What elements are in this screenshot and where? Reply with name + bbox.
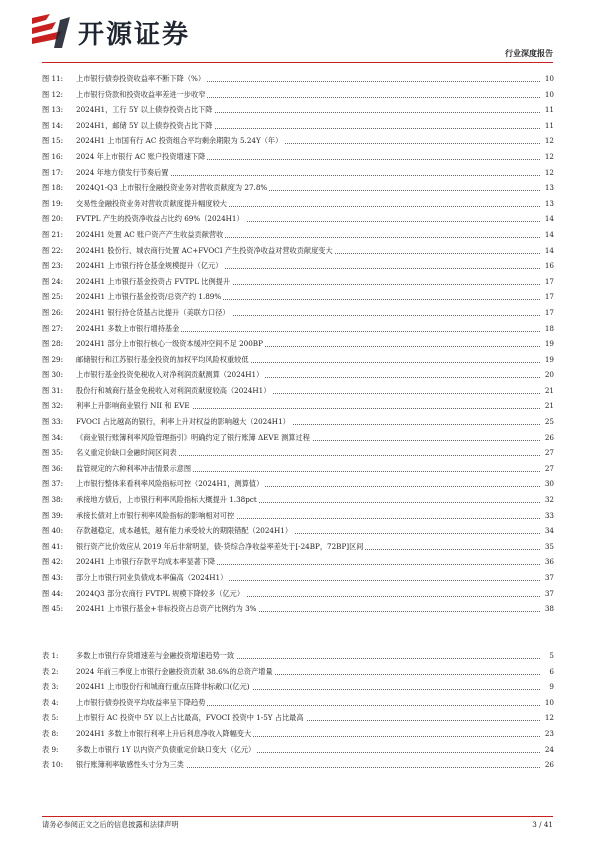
entry-page: 13	[540, 196, 554, 212]
entry-label: 表 3:	[42, 682, 59, 692]
entry-title: 上市银行债券投资平均收益率呈下降趋势	[76, 695, 207, 711]
entry-page: 10	[540, 695, 554, 711]
figure-toc-entry[interactable]	[42, 71, 554, 87]
table-toc-entry[interactable]	[42, 710, 554, 726]
logo-mark-icon	[30, 14, 74, 50]
figure-toc-entry[interactable]	[42, 383, 554, 399]
entry-title: 名义重定价缺口金融时间区间表	[76, 445, 179, 461]
entry-label: 图 22:	[42, 245, 64, 255]
figure-toc-entry[interactable]	[42, 289, 554, 305]
entry-label: 图 18:	[42, 183, 64, 193]
entry-page: 24	[540, 742, 554, 758]
figure-toc-entry[interactable]	[42, 461, 554, 477]
entry-page: 34	[540, 523, 554, 539]
entry-page: 6	[540, 664, 554, 680]
entry-label: 图 15:	[42, 136, 64, 146]
entry-page: 23	[540, 726, 554, 742]
entry-page: 17	[540, 305, 554, 321]
figure-toc-entry[interactable]	[42, 352, 554, 368]
entry-title: 2024H1 上市银行基金投资占 FVTPL 比例提升	[76, 274, 232, 290]
entry-title: 2024H1 上市银行持仓基金规模提升（亿元）	[76, 258, 224, 274]
table-toc-entry[interactable]	[42, 695, 554, 711]
entry-label: 图 40:	[42, 526, 64, 536]
figure-toc-entry[interactable]	[42, 227, 554, 243]
entry-label: 图 17:	[42, 167, 64, 177]
entry-page: 26	[540, 430, 554, 446]
entry-page: 5	[540, 648, 554, 664]
entry-label: 表 10:	[42, 760, 64, 770]
figure-toc-entry[interactable]	[42, 508, 554, 524]
entry-page: 12	[540, 133, 554, 149]
entry-page: 20	[540, 367, 554, 383]
entry-title: 2024H1，邮储 5Y 以上债券投资占比下降	[76, 118, 214, 134]
figure-toc-entry[interactable]	[42, 87, 554, 103]
entry-title: 承接地方债后，上市银行利率风险指标大概提升 1.38pct	[76, 492, 259, 508]
entry-page: 32	[540, 492, 554, 508]
figure-toc-entry[interactable]	[42, 305, 554, 321]
logo	[30, 12, 190, 52]
entry-label: 图 27:	[42, 323, 64, 333]
entry-page: 35	[540, 539, 554, 555]
entry-title: 上市银行整体来看利率风险指标可控（2024H1，测算值）	[76, 476, 265, 492]
entry-title: 2024H1 处置 AC 账户资产产生收益贡献营收	[76, 227, 225, 243]
entry-label: 图 45:	[42, 604, 64, 614]
figure-toc-entry[interactable]	[42, 211, 554, 227]
logo-text: 开源证券	[78, 19, 191, 50]
entry-title: 上市银行债券投资收益率不断下降（%）	[76, 71, 207, 87]
entry-page: 36	[540, 554, 554, 570]
entry-page: 12	[540, 710, 554, 726]
entry-title: 2024H1 上市银行基金+非标投资占总资产比例约为 3%	[76, 601, 259, 617]
entry-page: 25	[540, 414, 554, 430]
entry-page: 17	[540, 274, 554, 290]
figure-toc-entry[interactable]	[42, 367, 554, 383]
table-toc-entry[interactable]	[42, 679, 554, 695]
table-toc-list	[42, 648, 554, 773]
entry-page: 14	[540, 243, 554, 259]
figure-toc-entry[interactable]	[42, 601, 554, 617]
entry-label: 图 32:	[42, 401, 64, 411]
entry-title: 2024H1 上市银行基金投资/总资产约 1.89%	[76, 289, 223, 305]
entry-title: 2024Q1-Q3 上市银行金融投资业务对营收贡献度为 27.8%	[76, 180, 269, 196]
entry-label: 图 12:	[42, 89, 64, 99]
figure-toc-entry[interactable]	[42, 165, 554, 181]
entry-page: 13	[540, 180, 554, 196]
entry-page: 27	[540, 445, 554, 461]
entry-title: 2024 年上市银行 AC 账户投资增速下降	[76, 149, 207, 165]
entry-page: 14	[540, 227, 554, 243]
header-divider	[42, 62, 553, 63]
entry-title: 邮储银行和江苏银行基金投资的加权平均风险权重较低	[76, 352, 251, 368]
entry-title: FVOCI 占比越高的银行，利率上升对权益的影响越大（2024H1）	[76, 414, 292, 430]
entry-title: 交易性金融投资业务对营收贡献度提升幅度较大	[76, 196, 229, 212]
entry-label: 图 31:	[42, 385, 64, 395]
entry-label: 表 2:	[42, 666, 59, 676]
entry-page: 11	[540, 118, 554, 134]
entry-page: 12	[540, 165, 554, 181]
entry-page: 21	[540, 398, 554, 414]
table-toc-entry[interactable]	[42, 648, 554, 664]
entry-label: 图 36:	[42, 463, 64, 473]
entry-title: 上市银行 AC 投资中 5Y 以上占比最高，FVOCI 投资中 1-5Y 占比最高	[76, 710, 306, 726]
entry-page: 21	[540, 383, 554, 399]
entry-page: 17	[540, 289, 554, 305]
figure-toc-entry[interactable]	[42, 492, 554, 508]
report-type: 行业深度报告	[505, 49, 553, 58]
entry-title: 2024Q3 部分农商行 FVTPL 规模下降较多（亿元）	[76, 586, 246, 602]
entry-title: 2024H1 股份行、城农商行处置 AC+FVOCI 产生投资净收益对营收贡献度变大	[76, 243, 335, 259]
figure-toc-entry[interactable]	[42, 445, 554, 461]
page-number: 3 / 41	[532, 820, 553, 829]
entry-label: 表 1:	[42, 651, 59, 660]
entry-label: 图 26:	[42, 307, 64, 317]
figure-toc-entry[interactable]	[42, 539, 554, 555]
entry-title: 上市银行基金投资免税收入对净利润贡献测算（2024H1）	[76, 367, 265, 383]
entry-page: 11	[540, 102, 554, 118]
figure-toc-list	[42, 71, 554, 617]
entry-label: 图 39:	[42, 510, 64, 520]
entry-title: FVTPL 产生的投资净收益占比约 69%（2024H1）	[76, 211, 246, 227]
entry-title: 银行资产比价效应从 2019 年后非常明显，债-贷综合净收益率差处于[-24BP，72BP]区间	[76, 539, 365, 555]
entry-page: 16	[540, 258, 554, 274]
figure-toc-entry[interactable]	[42, 133, 554, 149]
entry-title: 2024 年前三季度上市银行金融投资贡献 38.6%的总资产增量	[76, 664, 275, 680]
figure-toc-entry[interactable]	[42, 243, 554, 259]
entry-label: 图 34:	[42, 432, 64, 442]
entry-label: 表 9:	[42, 744, 59, 754]
entry-title: 2024 年地方债发行节奏后置	[76, 165, 170, 181]
figure-toc-entry[interactable]	[42, 196, 554, 212]
footer-disclaimer: 请务必参阅正文之后的信息披露和法律声明	[42, 820, 179, 829]
entry-page: 19	[540, 336, 554, 352]
entry-label: 图 43:	[42, 573, 64, 582]
figure-toc-entry[interactable]	[42, 430, 554, 446]
entry-page: 19	[540, 352, 554, 368]
figure-toc-entry[interactable]	[42, 258, 554, 274]
entry-label: 图 29:	[42, 354, 64, 364]
entry-title: 2024H1 上市国有行 AC 投资组合平均剩余期限为 5.24Y（年）	[76, 133, 284, 149]
entry-label: 图 13:	[42, 105, 64, 115]
figure-toc-entry[interactable]	[42, 570, 554, 586]
entry-page: 18	[540, 321, 554, 337]
entry-label: 图 16:	[42, 151, 64, 161]
entry-title: 监管规定的六种利率冲击情景示意图	[76, 461, 193, 477]
entry-page: 9	[540, 679, 554, 695]
entry-title: 承接长债对上市银行利率风险指标的影响相对可控	[76, 508, 236, 524]
entry-label: 图 35:	[42, 448, 64, 458]
entry-label: 图 30:	[42, 370, 64, 380]
table-toc-entry[interactable]	[42, 757, 554, 773]
entry-label: 图 41:	[42, 541, 64, 551]
entry-label: 图 44:	[42, 588, 64, 598]
entry-title: 2024H1 多数上市银行增持基金	[76, 321, 181, 337]
entry-page: 37	[540, 586, 554, 602]
entry-label: 图 24:	[42, 276, 64, 286]
entry-label: 图 14:	[42, 120, 64, 130]
entry-label: 表 4:	[42, 697, 59, 707]
entry-page: 38	[540, 601, 554, 617]
entry-label: 图 25:	[42, 292, 64, 302]
footer-divider	[42, 816, 553, 817]
entry-title: 2024H1 银行持仓货基占比提升（美联方口径）	[76, 305, 232, 321]
entry-label: 图 37:	[42, 479, 64, 489]
entry-page: 10	[540, 87, 554, 103]
entry-label: 表 8:	[42, 728, 59, 738]
entry-title: 股份行和城商行基金免税收入对利润贡献度较高（2024H1）	[76, 383, 272, 399]
entry-label: 表 5:	[42, 713, 59, 723]
entry-title: 《商业银行账簿利率风险管理指引》明确约定了银行账簿 ΔEVE 测算过程	[76, 430, 312, 446]
figure-toc-entry[interactable]	[42, 118, 554, 134]
figure-toc-entry[interactable]	[42, 149, 554, 165]
entry-title: 部分上市银行同业负债成本率偏高（2024H1）	[76, 570, 229, 586]
entry-label: 图 38:	[42, 495, 64, 505]
figure-toc-entry[interactable]	[42, 102, 554, 118]
entry-title: 多数上市银行存贷增速差与金融投资增速趋势一致	[76, 648, 236, 664]
figure-toc-entry[interactable]	[42, 321, 554, 337]
entry-title: 银行账簿利率敏感性头寸分为三类	[76, 757, 186, 773]
figure-toc-entry[interactable]	[42, 274, 554, 290]
entry-page: 33	[540, 508, 554, 524]
entry-title: 2024H1，工行 5Y 以上债券投资占比下降	[76, 102, 214, 118]
page-header	[0, 0, 595, 60]
entry-title: 2024H1 多数上市银行利率上升后利息净收入降幅变大	[76, 726, 253, 742]
entry-label: 图 19:	[42, 198, 64, 208]
table-toc-entry[interactable]	[42, 742, 554, 758]
entry-page: 26	[540, 757, 554, 773]
entry-label: 图 20:	[42, 214, 64, 224]
entry-title: 2024H1 上市股份行和城商行重点压降非标敞口(亿元)	[76, 679, 252, 695]
entry-page: 37	[540, 570, 554, 586]
figure-toc-entry[interactable]	[42, 476, 554, 492]
entry-label: 图 23:	[42, 261, 64, 271]
figure-toc-entry[interactable]	[42, 523, 554, 539]
figure-toc-entry[interactable]	[42, 554, 554, 570]
entry-label: 图 28:	[42, 339, 64, 349]
entry-page: 27	[540, 461, 554, 477]
figure-toc-entry[interactable]	[42, 586, 554, 602]
entry-page: 30	[540, 476, 554, 492]
figure-toc-entry[interactable]	[42, 336, 554, 352]
entry-title: 利率上升影响商业银行 NII 和 EVE	[76, 398, 192, 414]
figure-toc-entry[interactable]	[42, 414, 554, 430]
entry-page: 14	[540, 211, 554, 227]
entry-page: 12	[540, 149, 554, 165]
entry-title: 多数上市银行 1Y 以内资产负债重定价缺口变大（亿元）	[76, 742, 257, 758]
figure-toc-entry[interactable]	[42, 398, 554, 414]
figure-toc-entry[interactable]	[42, 180, 554, 196]
entry-title: 存款越稳定、成本越低，越有能力承受较大的期限错配（2024H1）	[76, 523, 294, 539]
entry-title: 2024H1 上市银行存款平均成本率显著下降	[76, 554, 217, 570]
entry-label: 图 33:	[42, 417, 64, 427]
entry-page: 10	[540, 71, 554, 87]
table-toc-entry[interactable]	[42, 664, 554, 680]
entry-label: 图 21:	[42, 229, 64, 239]
table-toc-entry[interactable]	[42, 726, 554, 742]
entry-label: 图 42:	[42, 557, 64, 567]
entry-title: 2024H1 部分上市银行核心一级资本缓冲空间不足 200BP	[76, 336, 265, 352]
entry-title: 上市银行贷款和投资收益率差进一步收窄	[76, 87, 207, 103]
entry-label: 图 11:	[42, 74, 64, 83]
